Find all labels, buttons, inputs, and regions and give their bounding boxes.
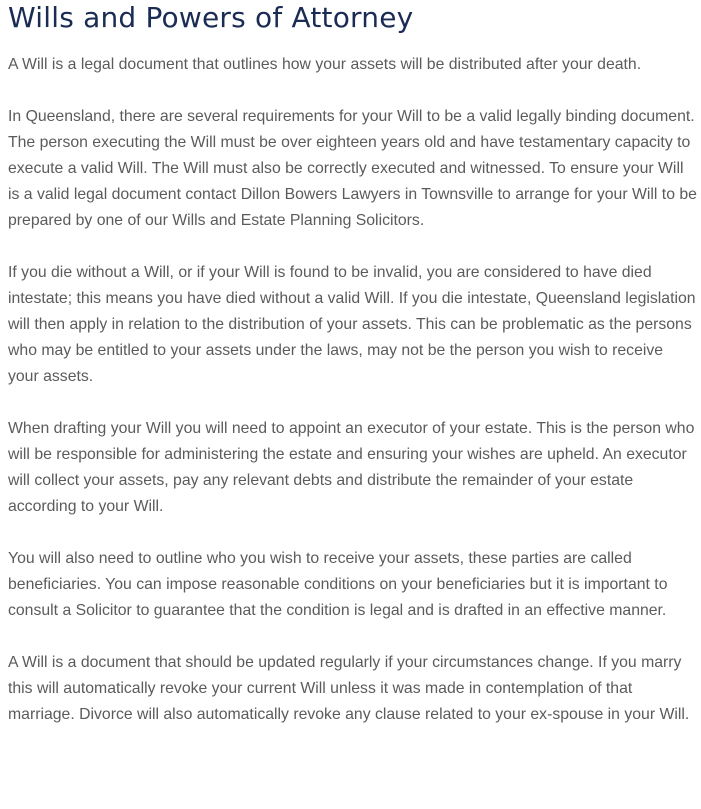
paragraph-intestate: If you die without a Will, or if your Will is found to be invalid, you are considered to have died intestate; this means you have died without a valid Will. If you die intestate, Queensland legislation will then apply in relation to the distribution of your assets. This can be problematic as the persons who may be entitled to your assets under the laws, may not be the person you wish to receive your assets. (8, 264, 696, 385)
page-title: Wills and Powers of Attorney (8, 1, 414, 34)
paragraph-intro: A Will is a legal document that outlines how your assets will be distributed after your death. (8, 56, 642, 73)
paragraph-requirements: In Queensland, there are several requirements for your Will to be a valid legally binding document. The person executing the Will must be over eighteen years old and have testamentary capacity to execute a valid Will. The Will must also be correctly executed and witnessed. To ensure your Will is a valid legal document contact Dillon Bowers Lawyers in Townsville to arrange for your Will to be prepared by one of our Wills and Estate Planning Solicitors. (8, 108, 697, 229)
article-body (8, 52, 698, 728)
article (8, 0, 698, 728)
paragraph-executor: When drafting your Will you will need to appoint an executor of your estate. This is the person who will be responsible for administering the estate and ensuring your wishes are upheld. An executor will collect your assets, pay any relevant debts and distribute the remainder of your estate according to your Will. (8, 420, 695, 515)
paragraph-beneficiaries: You will also need to outline who you wish to receive your assets, these parties are called beneficiaries. You can impose reasonable conditions on your beneficiaries but it is important to consult a Solicitor to guarantee that the condition is legal and is drafted in an effective manner. (8, 550, 668, 619)
paragraph-updating: A Will is a document that should be updated regularly if your circumstances change. If you marry this will automatically revoke your current Will unless it was made in contemplation of that marriage. Divorce will also automatically revoke any clause related to your ex-spouse in your Will. (8, 654, 690, 723)
